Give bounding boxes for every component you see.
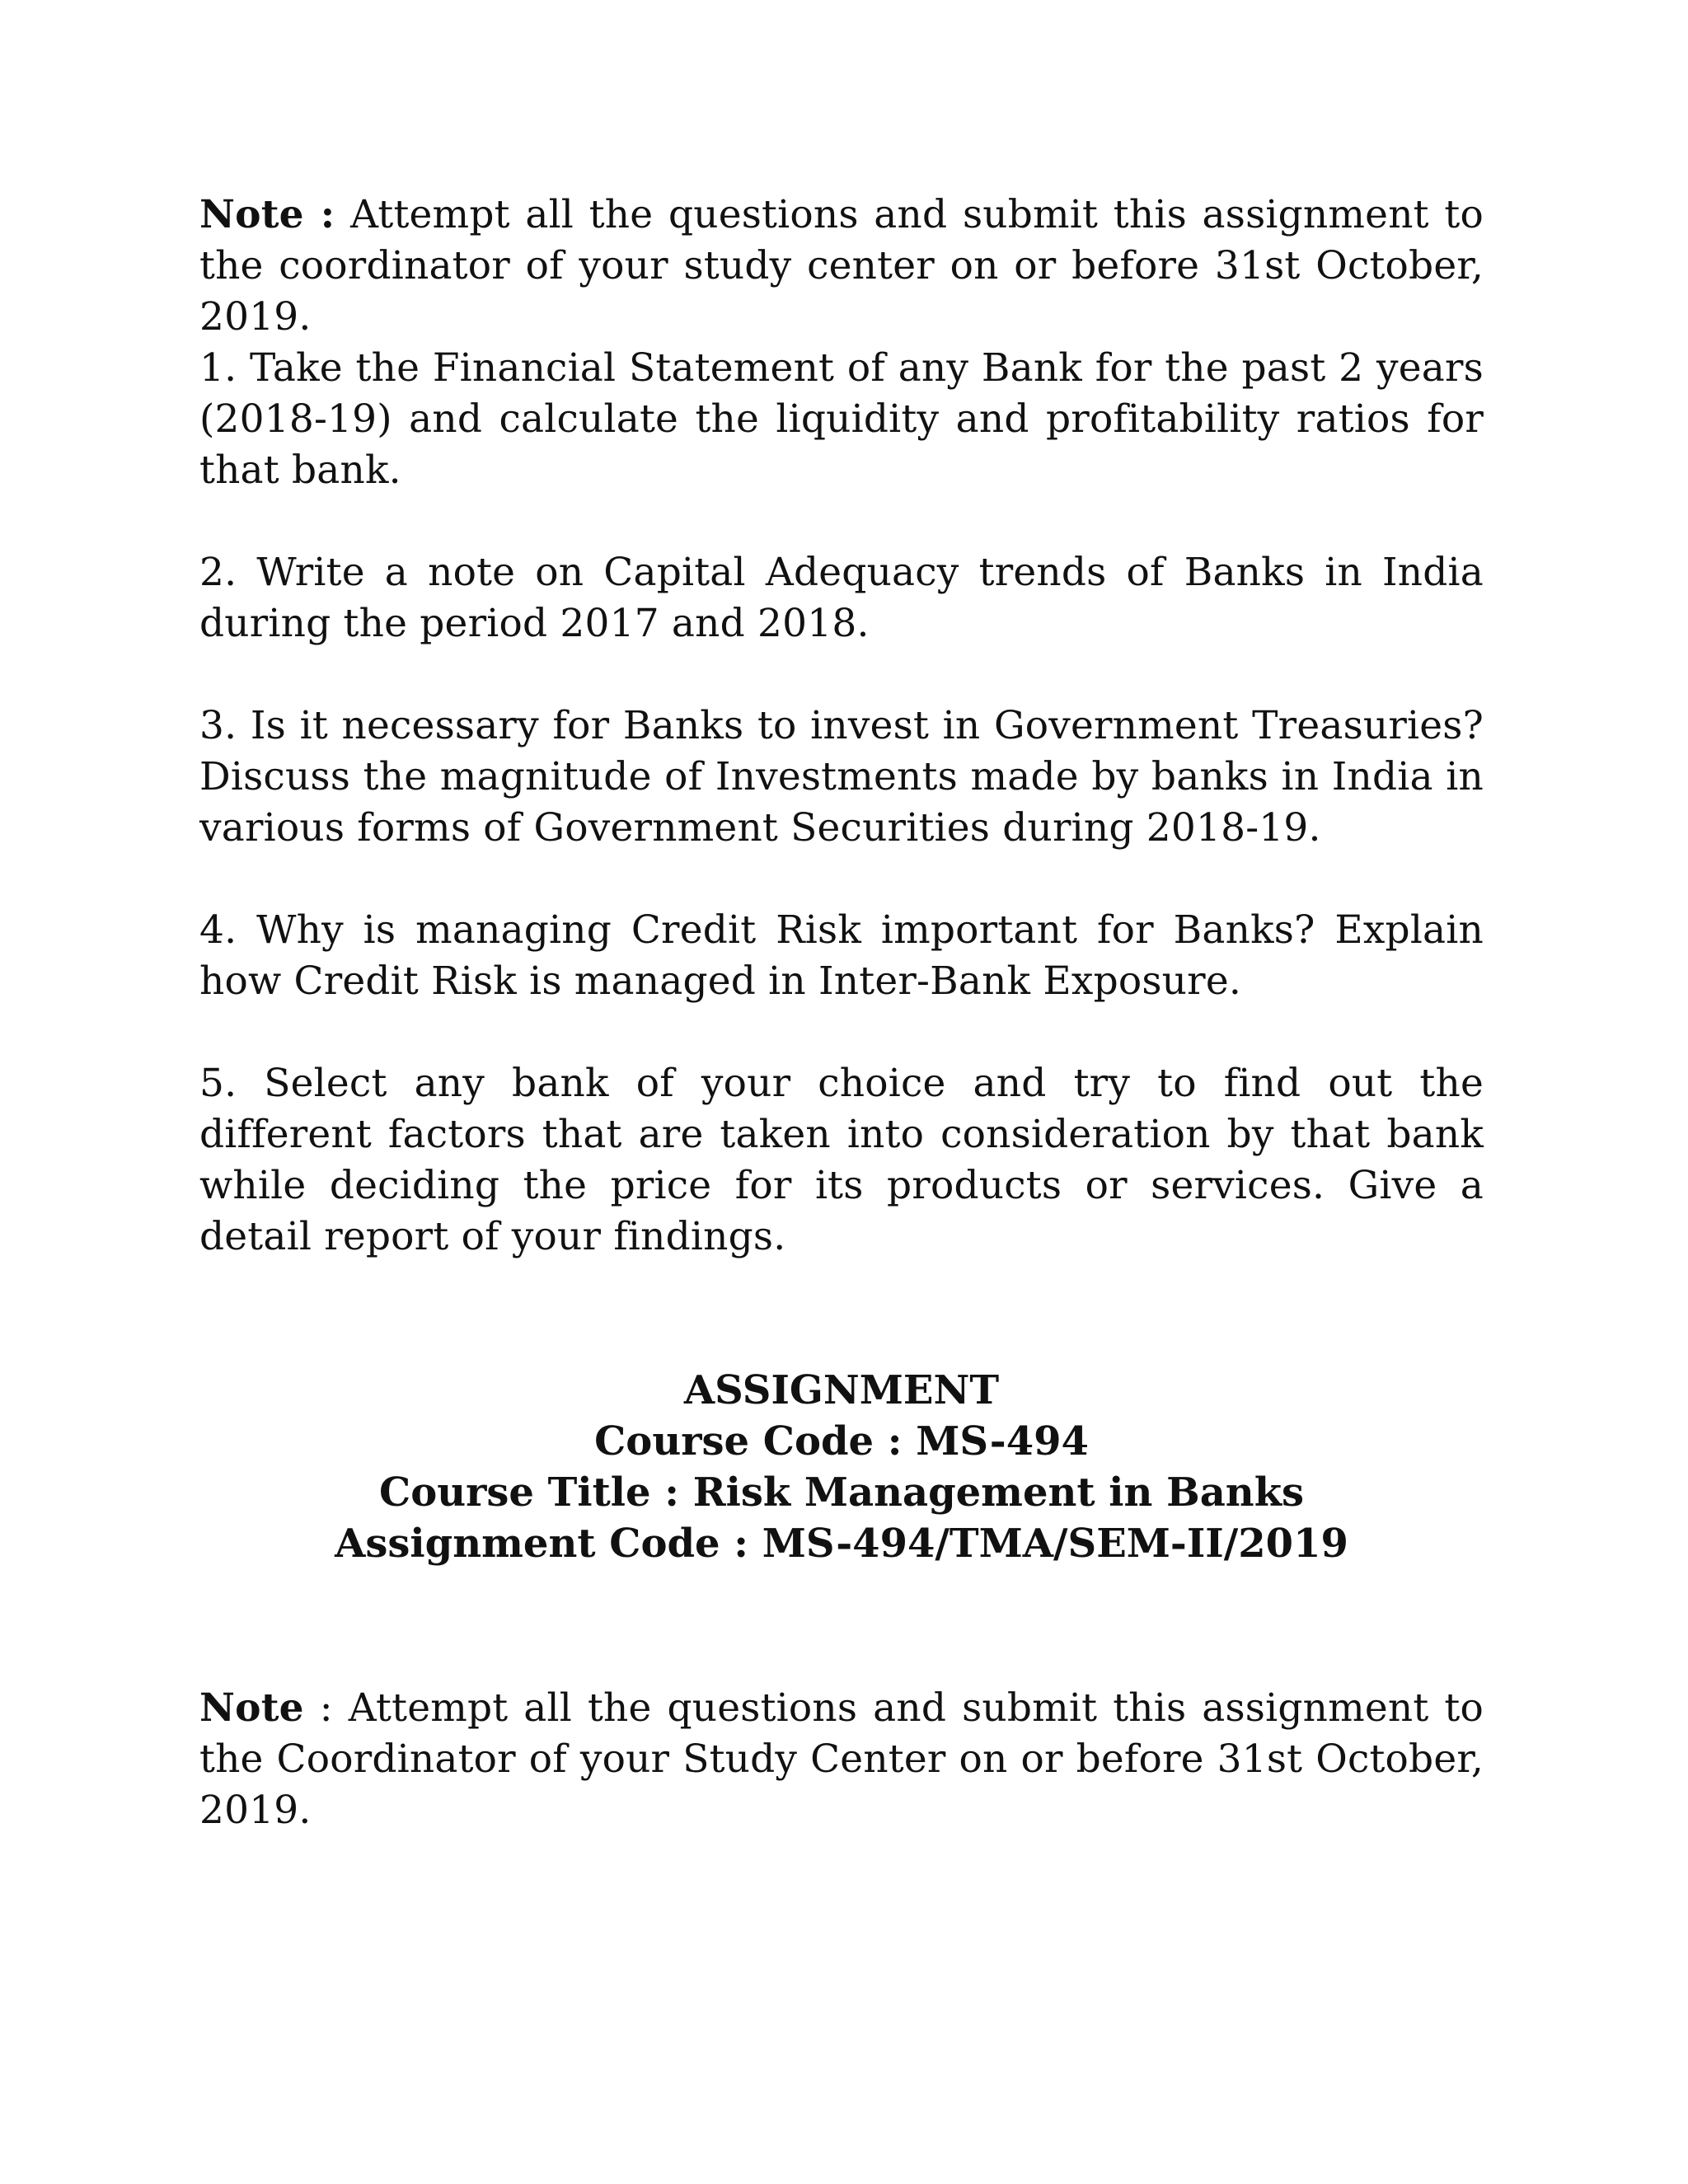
question-4: 4. Why is managing Credit Risk important for Banks? Explain how Credit Risk is managed in Inter-Bank Exposure. [199, 907, 1484, 1004]
bottom-note-label: Note [199, 1685, 304, 1731]
question-3: 3. Is it necessary for Banks to invest in Government Treasuries? Discuss the magnitude of Investments made by banks in India in various forms of Government Securities during 2018-19. [199, 703, 1484, 851]
bottom-note-text: : Attempt all the questions and submit this assignment to the Coordinator of your Study Center on or before 31st October, 2019. [199, 1685, 1484, 1833]
top-note-label: Note : [199, 192, 335, 237]
course-title: Course Title : Risk Management in Banks [379, 1469, 1304, 1516]
bottom-note [199, 1683, 1484, 1836]
question-5: 5. Select any bank of your choice and try to find out the different factors that are taken into consideration by that bank while deciding the price for its products or services. Give a detail report of your findings. [199, 1061, 1484, 1259]
course-code: Course Code : MS-494 [594, 1418, 1089, 1465]
question-1: 1. Take the Financial Statement of any Bank for the past 2 years (2018-19) and calculate the liquidity and profitability ratios for that bank. [199, 345, 1484, 493]
assignment-title: ASSIGNMENT [683, 1367, 1000, 1413]
question-2: 2. Write a note on Capital Adequacy trends of Banks in India during the period 2017 and 2018. [199, 550, 1484, 646]
top-note-text: Attempt all the questions and submit this assignment to the coordinator of your study center on or before 31st October, 2019. [199, 192, 1484, 340]
top-note [199, 190, 1484, 343]
assignment-code: Assignment Code : MS-494/TMA/SEM-II/2019 [335, 1521, 1348, 1567]
